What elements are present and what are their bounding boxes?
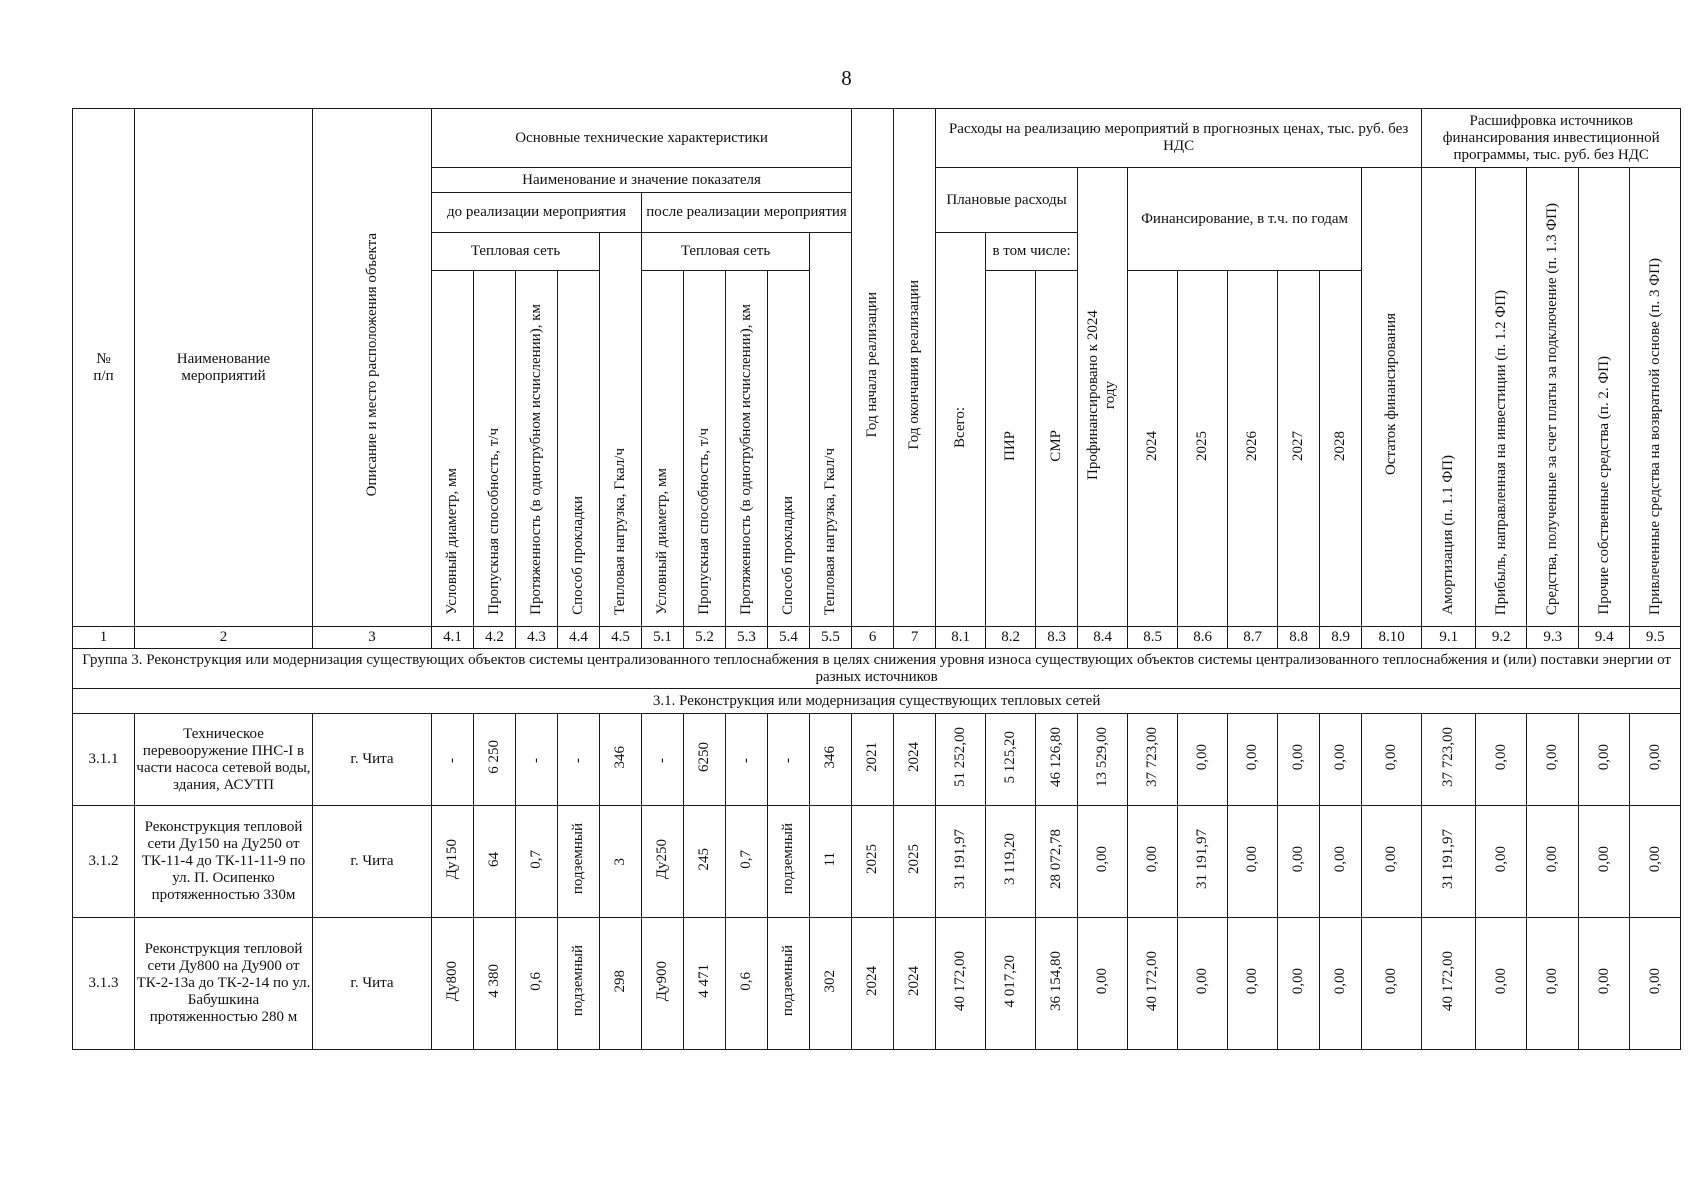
row-value-cell xyxy=(726,714,768,806)
row-value: 0,00 xyxy=(1144,845,1161,873)
header-year-end-text: Год окончания реализации xyxy=(906,280,923,450)
header-heat-net-after: Тепловая сеть xyxy=(642,233,810,271)
header-length-after-text: Протяженность (в однотрубном исчислении), км xyxy=(738,304,754,615)
row-value: 0,00 xyxy=(1544,845,1561,873)
row-value-cell xyxy=(1128,918,1178,1050)
row-value: 2025 xyxy=(906,844,923,874)
row-value: 36 154,80 xyxy=(1048,951,1065,1011)
row-value-cell xyxy=(1178,806,1228,918)
header-num xyxy=(73,109,135,627)
row-value: 0,00 xyxy=(1194,967,1211,995)
row-value: 0,00 xyxy=(1595,967,1612,995)
row-value-cell xyxy=(1036,714,1078,806)
row-value: 0,6 xyxy=(738,971,754,991)
row-value-cell xyxy=(1036,918,1078,1050)
row-value-cell xyxy=(726,806,768,918)
row-value-cell xyxy=(432,918,474,1050)
col-number: 2 xyxy=(135,627,313,649)
row-value-cell xyxy=(684,918,726,1050)
col-number: 8.4 xyxy=(1078,627,1128,649)
row-value: 298 xyxy=(612,969,628,993)
row-value-cell xyxy=(432,806,474,918)
row-value: 0,00 xyxy=(1646,743,1663,771)
row-value-cell xyxy=(1228,806,1278,918)
row-value: 0,00 xyxy=(1383,845,1400,873)
row-value-cell xyxy=(810,918,852,1050)
header-num-text: № п/п xyxy=(93,350,114,384)
row-value: 11 xyxy=(822,851,839,867)
row-place: г. Чита xyxy=(313,714,432,806)
row-value-cell xyxy=(642,714,684,806)
header-planned: Плановые расходы xyxy=(936,168,1078,233)
header-capacity-before-text: Пропускная способность, т/ч xyxy=(486,428,502,615)
row-value: 6250 xyxy=(696,742,712,772)
row-value-cell xyxy=(1078,918,1128,1050)
row-value-cell xyxy=(768,806,810,918)
col-number: 9.4 xyxy=(1579,627,1630,649)
col-number: 9.1 xyxy=(1422,627,1476,649)
header-y2025 xyxy=(1178,271,1228,627)
col-number: 8.1 xyxy=(936,627,986,649)
header-laying-before-text: Способ прокладки xyxy=(570,496,586,615)
header-diameter-after xyxy=(642,271,684,627)
header-profit xyxy=(1476,168,1527,627)
row-value-cell xyxy=(1362,714,1422,806)
col-number: 4.2 xyxy=(474,627,516,649)
table-row xyxy=(73,806,1681,918)
row-value-cell xyxy=(1630,918,1681,1050)
header-laying-after xyxy=(768,271,810,627)
header-y2028 xyxy=(1320,271,1362,627)
header-length-before xyxy=(516,271,558,627)
row-value: подземный xyxy=(780,945,796,1017)
header-financing-by-years: Финансирование, в т.ч. по годам xyxy=(1128,168,1362,271)
row-value: 0,00 xyxy=(1595,743,1612,771)
col-number: 7 xyxy=(894,627,936,649)
row-value: подземный xyxy=(570,945,586,1017)
row-value-cell xyxy=(1422,918,1476,1050)
header-laying-before xyxy=(558,271,600,627)
row-value: 31 191,97 xyxy=(1440,829,1457,889)
header-load-after xyxy=(810,233,852,627)
row-value-cell xyxy=(1476,714,1527,806)
row-value: 4 471 xyxy=(696,964,712,998)
row-value-cell xyxy=(894,806,936,918)
col-number: 9.3 xyxy=(1527,627,1579,649)
row-value-cell xyxy=(1178,918,1228,1050)
row-value: - xyxy=(654,758,670,763)
header-y2027 xyxy=(1278,271,1320,627)
row-value-cell xyxy=(474,714,516,806)
header-borrowed xyxy=(1630,168,1681,627)
row-value: 0,00 xyxy=(1595,845,1612,873)
header-own xyxy=(1579,168,1630,627)
row-value-cell xyxy=(1630,714,1681,806)
row-value-cell xyxy=(1320,806,1362,918)
row-value-cell xyxy=(1476,918,1527,1050)
header-name: Наименование мероприятий xyxy=(135,109,313,627)
header-y2024 xyxy=(1128,271,1178,627)
row-value: 0,7 xyxy=(528,849,544,869)
row-value-cell xyxy=(1128,806,1178,918)
col-number: 9.5 xyxy=(1630,627,1681,649)
col-number: 5.3 xyxy=(726,627,768,649)
row-value: - xyxy=(738,758,754,763)
col-number: 8.10 xyxy=(1362,627,1422,649)
header-before: до реализации мероприятия xyxy=(432,193,642,233)
row-value: 31 191,97 xyxy=(952,829,969,889)
row-value: 3 xyxy=(612,857,628,865)
row-value-cell xyxy=(1078,806,1128,918)
row-value: 0,00 xyxy=(1290,967,1307,995)
header-y2025-text: 2025 xyxy=(1194,431,1211,461)
row-value-cell xyxy=(810,806,852,918)
row-value-cell xyxy=(986,714,1036,806)
col-number: 5.4 xyxy=(768,627,810,649)
header-after: после реализации мероприятия xyxy=(642,193,852,233)
row-value: 2021 xyxy=(864,742,881,772)
header-description xyxy=(313,109,432,627)
row-value: 5 125,20 xyxy=(1002,730,1019,784)
header-diameter-before-text: Условный диаметр, мм xyxy=(444,468,460,615)
col-number: 1 xyxy=(73,627,135,649)
row-value-cell xyxy=(1036,806,1078,918)
header-year-start-text: Год начала реализации xyxy=(864,292,881,438)
row-value: подземный xyxy=(780,823,796,895)
table-row xyxy=(73,918,1681,1050)
row-value: 0,00 xyxy=(1332,967,1349,995)
row-value-cell xyxy=(1078,714,1128,806)
header-length-after xyxy=(726,271,768,627)
row-value-cell xyxy=(432,714,474,806)
row-name: Реконструкция тепловой сети Ду150 на Ду250 от ТК-11-4 до ТК-11-11-9 по ул. П. Осипенко протяженностью 330м xyxy=(135,806,313,918)
header-connection-text: Средства, полученные за счет платы за подключение (п. 1.3 ФП) xyxy=(1544,202,1561,615)
row-value-cell xyxy=(516,714,558,806)
row-value: 0,00 xyxy=(1244,967,1261,995)
row-value-cell xyxy=(986,806,1036,918)
row-value-cell xyxy=(558,806,600,918)
row-value: 46 126,80 xyxy=(1048,727,1065,787)
header-sources-group: Расшифровка источников финансирования инвестиционной программы, тыс. руб. без НДС xyxy=(1422,109,1681,168)
row-value: 37 723,00 xyxy=(1440,727,1457,787)
row-name: Техническое перевооружение ПНС-I в части насоса сетевой воды, здания, АСУТП xyxy=(135,714,313,806)
header-amort xyxy=(1422,168,1476,627)
col-number: 6 xyxy=(852,627,894,649)
col-number: 8.6 xyxy=(1178,627,1228,649)
column-numbers-row xyxy=(73,627,1681,649)
header-y2027-text: 2027 xyxy=(1290,431,1307,461)
row-value-cell xyxy=(1579,806,1630,918)
row-value-cell xyxy=(1228,714,1278,806)
row-value-cell xyxy=(1579,918,1630,1050)
row-value: 245 xyxy=(696,847,712,871)
header-connection xyxy=(1527,168,1579,627)
row-value: 0,00 xyxy=(1492,743,1509,771)
row-value: 2024 xyxy=(864,966,881,996)
row-value: - xyxy=(444,758,460,763)
row-value: 0,00 xyxy=(1383,967,1400,995)
row-value: Ду150 xyxy=(444,838,460,880)
row-value: 0,00 xyxy=(1094,845,1111,873)
row-value: 0,00 xyxy=(1383,743,1400,771)
row-value-cell xyxy=(474,918,516,1050)
row-value-cell xyxy=(1278,714,1320,806)
row-value: 0,00 xyxy=(1646,967,1663,995)
header-indicator: Наименование и значение показателя xyxy=(432,168,852,193)
header-load-before xyxy=(600,233,642,627)
row-value: 40 172,00 xyxy=(1440,951,1457,1011)
col-number: 8.7 xyxy=(1228,627,1278,649)
row-value: 0,00 xyxy=(1094,967,1111,995)
row-value: 2024 xyxy=(906,966,923,996)
header-own-text: Прочие собственные средства (п. 2. ФП) xyxy=(1595,356,1612,615)
row-value: 0,6 xyxy=(528,971,544,991)
subgroup-title: 3.1. Реконструкция или модернизация существующих тепловых сетей xyxy=(73,689,1681,714)
row-value: 51 252,00 xyxy=(952,727,969,787)
header-borrowed-text: Привлеченные средства на возвратной основе (п. 3 ФП) xyxy=(1646,258,1663,615)
row-value: 0,00 xyxy=(1194,743,1211,771)
row-value: подземный xyxy=(570,823,586,895)
header-load-before-text: Тепловая нагрузка, Гкал/ч xyxy=(612,448,628,615)
header-financed-before xyxy=(1078,168,1128,627)
row-value-cell xyxy=(600,918,642,1050)
row-value: 0,7 xyxy=(738,849,754,869)
row-value-cell xyxy=(600,806,642,918)
investment-program-table xyxy=(72,108,1681,1050)
row-value: 64 xyxy=(486,851,502,867)
row-value: - xyxy=(780,758,796,763)
col-number: 8.2 xyxy=(986,627,1036,649)
row-value-cell xyxy=(1579,714,1630,806)
row-value: 0,00 xyxy=(1290,845,1307,873)
page-number: 8 xyxy=(841,66,852,90)
header-capacity-after-text: Пропускная способность, т/ч xyxy=(696,428,712,615)
header-y2024-text: 2024 xyxy=(1144,431,1161,461)
row-value-cell xyxy=(1362,806,1422,918)
row-value-cell xyxy=(726,918,768,1050)
row-value-cell xyxy=(600,714,642,806)
header-pir-text: ПИР xyxy=(1002,430,1019,461)
row-value-cell xyxy=(810,714,852,806)
row-value: 346 xyxy=(822,745,839,769)
row-num: 3.1.3 xyxy=(73,918,135,1050)
header-year-end xyxy=(894,109,936,627)
row-value-cell xyxy=(768,918,810,1050)
row-value: 4 380 xyxy=(486,964,502,998)
row-place: г. Чита xyxy=(313,918,432,1050)
row-value-cell xyxy=(558,918,600,1050)
row-value: 2024 xyxy=(906,742,923,772)
row-value-cell xyxy=(684,806,726,918)
row-value-cell xyxy=(1527,714,1579,806)
row-value: Ду800 xyxy=(444,960,460,1002)
col-number: 4.4 xyxy=(558,627,600,649)
col-number: 4.5 xyxy=(600,627,642,649)
row-value: 302 xyxy=(822,969,839,993)
header-y2026-text: 2026 xyxy=(1244,431,1261,461)
row-value: 0,00 xyxy=(1290,743,1307,771)
header-amort-text: Амортизация (п. 1.1 ФП) xyxy=(1440,455,1457,615)
row-value: 40 172,00 xyxy=(1144,951,1161,1011)
row-value-cell xyxy=(1320,918,1362,1050)
col-number: 3 xyxy=(313,627,432,649)
row-value-cell xyxy=(894,714,936,806)
row-value-cell xyxy=(516,918,558,1050)
header-capacity-after xyxy=(684,271,726,627)
header-length-before-text: Протяженность (в однотрубном исчислении), км xyxy=(528,304,544,615)
row-value-cell xyxy=(1527,806,1579,918)
row-value: 0,00 xyxy=(1244,845,1261,873)
header-diameter-before xyxy=(432,271,474,627)
row-value-cell xyxy=(1178,714,1228,806)
row-value-cell xyxy=(768,714,810,806)
col-number: 4.1 xyxy=(432,627,474,649)
row-value-cell xyxy=(1476,806,1527,918)
col-number: 5.2 xyxy=(684,627,726,649)
col-number: 4.3 xyxy=(516,627,558,649)
col-number: 5.1 xyxy=(642,627,684,649)
row-value-cell xyxy=(1362,918,1422,1050)
header-profit-text: Прибыль, направленная на инвестиции (п. 1.2 ФП) xyxy=(1492,289,1509,615)
row-value: 0,00 xyxy=(1646,845,1663,873)
col-number: 8.9 xyxy=(1320,627,1362,649)
col-number: 8.8 xyxy=(1278,627,1320,649)
row-value-cell xyxy=(1422,714,1476,806)
header-y2026 xyxy=(1228,271,1278,627)
header-laying-after-text: Способ прокладки xyxy=(780,496,796,615)
header-including: в том числе: xyxy=(986,233,1078,271)
header-smr-text: СМР xyxy=(1048,430,1065,462)
row-value-cell xyxy=(1228,918,1278,1050)
row-value-cell xyxy=(516,806,558,918)
row-name: Реконструкция тепловой сети Ду800 на Ду900 от ТК-2-13а до ТК-2-14 по ул. Бабушкина протяженностью 280 м xyxy=(135,918,313,1050)
row-value: 37 723,00 xyxy=(1144,727,1161,787)
row-value-cell xyxy=(1128,714,1178,806)
row-value-cell xyxy=(852,806,894,918)
col-number: 5.5 xyxy=(810,627,852,649)
group-title: Группа 3. Реконструкция или модернизация существующих объектов системы централизованного теплоснабжения в целях снижения уровня износа существующих объектов системы централизованного теплоснабжения и (или) поставки энергии от разных источников xyxy=(73,649,1681,689)
row-value: 31 191,97 xyxy=(1194,829,1211,889)
header-pir xyxy=(986,271,1036,627)
row-value: 0,00 xyxy=(1332,743,1349,771)
row-value: 2025 xyxy=(864,844,881,874)
row-value-cell xyxy=(1320,714,1362,806)
row-value: Ду900 xyxy=(654,960,670,1002)
header-costs-group: Расходы на реализацию мероприятий в прогнозных ценах, тыс. руб. без НДС xyxy=(936,109,1422,168)
header-financed-before-text: Профинансировано к 2024 году xyxy=(1084,309,1118,480)
row-value: 4 017,20 xyxy=(1002,954,1019,1008)
header-capacity-before xyxy=(474,271,516,627)
row-value-cell xyxy=(852,918,894,1050)
row-value: 3 119,20 xyxy=(1002,833,1019,885)
row-num: 3.1.2 xyxy=(73,806,135,918)
row-value: 40 172,00 xyxy=(952,951,969,1011)
header-smr xyxy=(1036,271,1078,627)
header-description-text: Описание и место расположения объекта xyxy=(363,233,380,497)
header-year-start xyxy=(852,109,894,627)
row-value-cell xyxy=(936,714,986,806)
row-value: Ду250 xyxy=(654,838,670,880)
row-value-cell xyxy=(642,806,684,918)
row-place: г. Чита xyxy=(313,806,432,918)
row-value: 0,00 xyxy=(1244,743,1261,771)
row-value-cell xyxy=(474,806,516,918)
header-diameter-after-text: Условный диаметр, мм xyxy=(654,468,670,615)
col-number: 8.3 xyxy=(1036,627,1078,649)
header-tech-group: Основные технические характеристики xyxy=(432,109,852,168)
header-load-after-text: Тепловая нагрузка, Гкал/ч xyxy=(822,448,839,615)
row-value-cell xyxy=(684,714,726,806)
header-total-text: Всего: xyxy=(952,406,969,448)
header-remaining xyxy=(1362,168,1422,627)
row-value-cell xyxy=(1630,806,1681,918)
row-value-cell xyxy=(894,918,936,1050)
row-value: - xyxy=(570,758,586,763)
row-value-cell xyxy=(1278,806,1320,918)
header-y2028-text: 2028 xyxy=(1332,431,1349,461)
row-value-cell xyxy=(986,918,1036,1050)
row-value: 13 529,00 xyxy=(1094,727,1111,787)
row-value: 6 250 xyxy=(486,740,502,774)
row-value: 0,00 xyxy=(1544,743,1561,771)
row-num: 3.1.1 xyxy=(73,714,135,806)
header-remaining-text: Остаток финансирования xyxy=(1383,313,1400,476)
row-value-cell xyxy=(852,714,894,806)
row-value-cell xyxy=(1278,918,1320,1050)
row-value: - xyxy=(528,758,544,763)
table-row xyxy=(73,714,1681,806)
row-value: 0,00 xyxy=(1492,845,1509,873)
header-heat-net-before: Тепловая сеть xyxy=(432,233,600,271)
row-value-cell xyxy=(558,714,600,806)
row-value: 346 xyxy=(612,745,628,769)
header-total xyxy=(936,233,986,627)
row-value-cell xyxy=(1422,806,1476,918)
row-value: 28 072,78 xyxy=(1048,829,1065,889)
col-number: 8.5 xyxy=(1128,627,1178,649)
row-value-cell xyxy=(936,918,986,1050)
row-value: 0,00 xyxy=(1332,845,1349,873)
row-value: 0,00 xyxy=(1492,967,1509,995)
row-value-cell xyxy=(642,918,684,1050)
col-number: 9.2 xyxy=(1476,627,1527,649)
row-value-cell xyxy=(936,806,986,918)
row-value-cell xyxy=(1527,918,1579,1050)
row-value: 0,00 xyxy=(1544,967,1561,995)
